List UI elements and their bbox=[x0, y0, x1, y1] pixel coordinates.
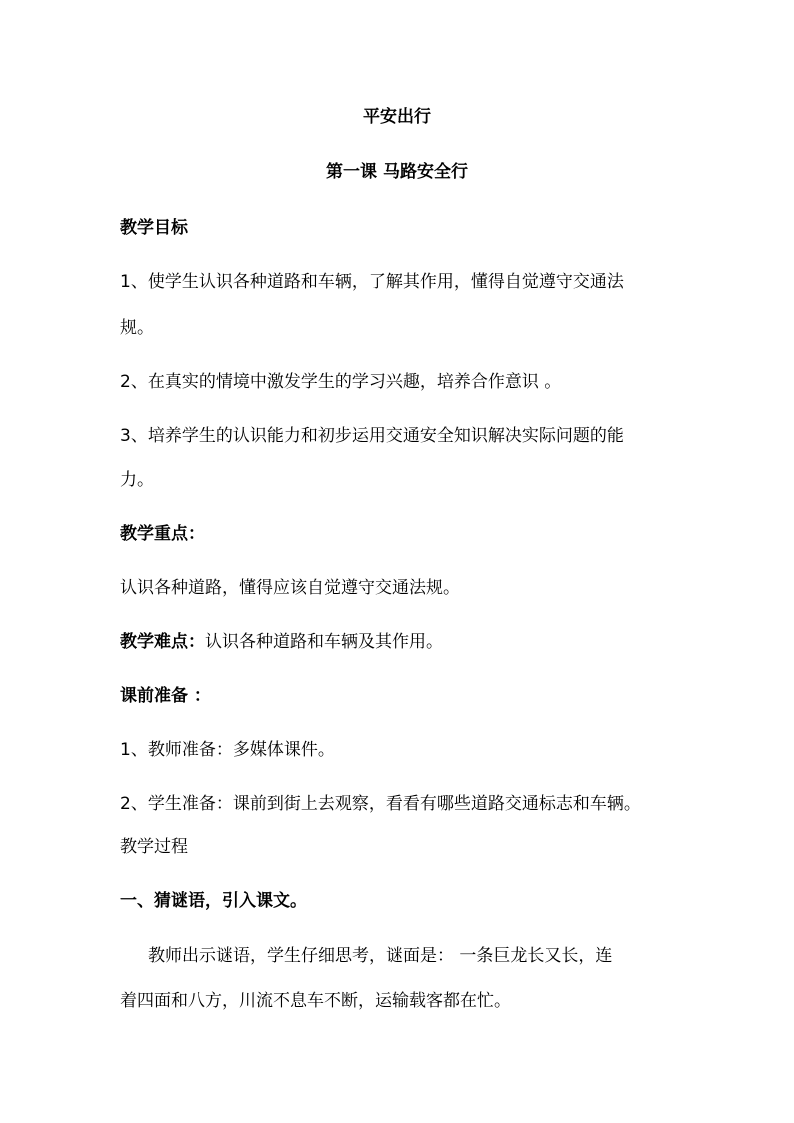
doc-title: 平安出行 bbox=[363, 107, 431, 127]
goal-1-line-2: 规。 bbox=[120, 318, 154, 338]
goal-3-line-1: 3、培养学生的认识能力和初步运用交通安全知识解决实际问题的能 bbox=[120, 426, 624, 446]
lesson-title: 第一课 马路安全行 bbox=[326, 162, 468, 182]
difficulty-label: 教学难点： bbox=[120, 632, 205, 652]
prep-teacher: 1、教师准备：多媒体课件。 bbox=[120, 740, 335, 760]
goal-2: 2、在真实的情境中激发学生的学习兴趣，培养合作意识 。 bbox=[120, 372, 562, 392]
difficulty-line bbox=[120, 630, 443, 654]
riddle-line-2: 着四面和八方，川流不息车不断，运输载客都在忙。 bbox=[120, 991, 511, 1011]
difficulty-text: 认识各种道路和车辆及其作用。 bbox=[205, 632, 443, 652]
goal-3-line-2: 力。 bbox=[120, 470, 154, 490]
section-1-heading: 一、猜谜语，引入课文。 bbox=[120, 891, 307, 911]
prep-heading: 课前准备 ： bbox=[120, 686, 211, 706]
goals-heading: 教学目标 bbox=[120, 218, 188, 238]
goal-1-line-1: 1、使学生认识各种道路和车辆，了解其作用，懂得自觉遵守交通法 bbox=[120, 272, 624, 292]
riddle-line-1: 教师出示谜语，学生仔细思考，谜面是： 一条巨龙长又长，连 bbox=[148, 946, 613, 966]
prep-student: 2、学生准备：课前到街上去观察，看看有哪些道路交通标志和车辆。 bbox=[120, 794, 641, 814]
key-points-text: 认识各种道路，懂得应该自觉遵守交通法规。 bbox=[120, 578, 460, 598]
key-points-heading: 教学重点： bbox=[120, 524, 205, 544]
process-heading: 教学过程 bbox=[120, 837, 188, 857]
